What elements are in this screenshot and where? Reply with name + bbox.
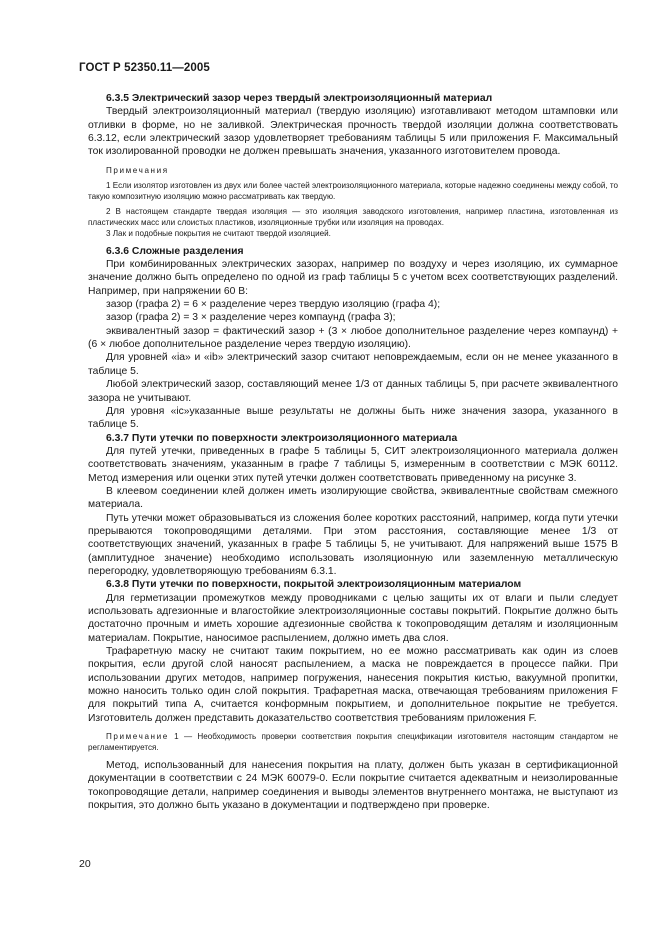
paragraph: При комбинированных электрических зазорах, например по воздуху и через изоляцию, их суммарное значение должно быть определено по одной из граф таблицы 5 с учетом всех соответствующих разделений. Например, при напряжении 60 В:: [88, 259, 618, 297]
note-text: 1 — Необходимость проверки соответствия покрытия спецификации изготовителя настоящим стандартом не регламентируется.: [88, 732, 618, 753]
section-heading: 6.3.5 Электрический зазор через твердый электроизоляционный материал: [106, 93, 493, 104]
page-number: 20: [79, 858, 91, 870]
note-item: [88, 731, 618, 753]
paragraph: В клеевом соединении клей должен иметь изолирующие свойства, эквивалентные свойствам смежного материала.: [88, 485, 618, 511]
section-heading: 6.3.7 Пути утечки по поверхности электроизоляционного материала: [106, 432, 458, 444]
section-6-3-5: [88, 92, 618, 239]
formula-line: зазор (графа 2) = 6 × разделение через твердую изоляцию (графа 4);: [106, 299, 441, 311]
document-header: ГОСТ Р 52350.11—2005: [79, 62, 210, 74]
paragraph: Путь утечки может образовываться из сложения более коротких расстояний, например, когда пути утечки прерываются токопроводящими деталями. При этом расстояния, составляющие менее 1/3 от соответствующих значений, указанных в графе 5 таблицы 5, не учитывают. Для напряжений выше 1575 В (амплитудное значение) необходимо использовать изоляционную или заземленную металлическую перегородку, удовлетворяющую требованиям 6.3.1.: [88, 512, 618, 577]
paragraph: Твердый электроизоляционный материал (твердую изоляцию) изготавливают методом штамповки или отливки в форме, но не заливкой. Электрическая прочность твердой изоляции должна соответствовать 6.3.12, если электрический зазор удовлетворяет требованиям таблицы 5 или приложения F. Максимальный ток изолированной проводки не должен превышать значения, указанного изготовителем провода.: [88, 106, 618, 158]
paragraph: Для уровней «ia» и «ib» электрический зазор считают неповреждаемым, если он не менее указанного в таблице 5.: [88, 352, 618, 377]
section-heading: 6.3.6 Сложные разделения: [106, 245, 244, 257]
document-body: [88, 92, 618, 812]
note-block: [88, 731, 618, 753]
formula-line: эквивалентный зазор = фактический зазор + (3 × любое дополнительное разделение через компаунд) + (6 × любое дополнительное разделение через твердую изоляцию).: [88, 325, 618, 351]
paragraph: Метод, использованный для нанесения покрытия на плату, должен быть указан в сертификационной документации в соответствии с 24 МЭК 60079-0. Если покрытие считается адекватным и неизолированные токопроводящие детали, например соединения и выводы элементов внутреннего монтажа, не выступают из покрытия, это должно быть указано в документации и подтверждено при проверке.: [88, 760, 618, 812]
paragraph: Трафаретную маску не считают таким покрытием, но ее можно рассматривать как один из слоев покрытия, если другой слой наносят распылением, а маска не повреждается в процессе пайки. При использовании других методов, например погружения, нанесения покрытия кистью, вакуумной пропитки, можно наносить только один слой покрытия. Трафаретная маска, отвечающая требованиям приложения F для покрытий типа А, считается конформным покрытием, и дополнительное покрытие не требуется. Изготовитель должен представить доказательство соответствия требованиям приложения F.: [88, 646, 618, 724]
paragraph: Для путей утечки, приведенных в графе 5 таблицы 5, СИТ электроизоляционного материала должен соответствовать значениям, указанным в графе 7 таблицы 5, измеренным в соответствии с МЭК 60112. Метод измерения или оценки этих путей утечки должен соответствовать приведенному на рисунке 3.: [88, 445, 618, 484]
notes-block: [88, 165, 618, 239]
paragraph: Для уровня «ic»указанные выше результаты не должны быть ниже значения зазора, указанного в таблице 5.: [88, 405, 618, 431]
note-item: 1 Если изолятор изготовлен из двух или более частей электроизоляционного материала, которые надежно соединены между собой, то такую композитную изоляцию можно рассматривать как твердую.: [88, 180, 618, 201]
section-6-3-6: [88, 245, 618, 432]
paragraph: Любой электрический зазор, составляющий менее 1/3 от данных таблицы 5, при расчете эквивалентного зазора не учитывают.: [88, 379, 618, 404]
section-6-3-8: [88, 578, 618, 812]
section-6-3-7: [88, 432, 618, 579]
formula-line: зазор (графа 2) = 3 × разделение через компаунд (графа 3);: [106, 312, 396, 324]
note-item: 2 В настоящем стандарте твердая изоляция — это изоляция заводского изготовления, например пластина, изготовленная из пластических масс или слоистых пластиков, изоляционные трубки или изоляция на проводах.: [88, 206, 618, 227]
notes-label: Примечания: [106, 165, 169, 175]
section-heading: 6.3.8 Пути утечки по поверхности, покрытой электроизоляционным материалом: [106, 579, 522, 591]
note-label: Примечание: [106, 732, 169, 742]
note-item: 3 Лак и подобные покрытия не считают твердой изоляцией.: [106, 228, 331, 238]
paragraph: Для герметизации промежутков между проводниками с целью защиты их от влаги и пыли следует использовать адгезионные и влагостойкие электроизоляционные составы покрытий. Покрытие должно быть достаточно прочным и иметь хорошие адгезионные свойства к токопроводящим деталям и изоляционным материалам. Покрытие, наносимое распылением, должно иметь два слоя.: [88, 592, 618, 644]
